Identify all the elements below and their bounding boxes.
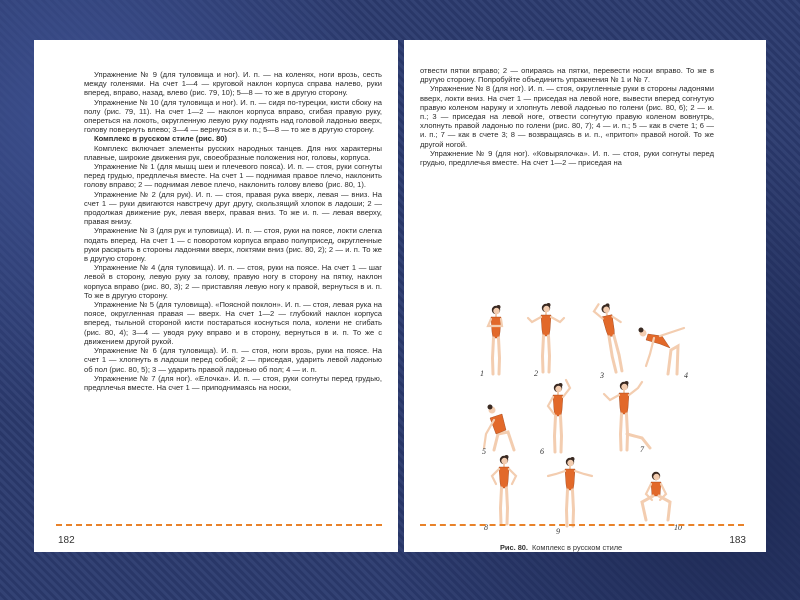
figure-6 [548, 380, 570, 452]
figure-3 [593, 301, 631, 374]
figure-2 [528, 303, 564, 372]
figure-10 [642, 472, 670, 520]
paragraph: Упражнение № 4 (для туловища). И. п. — стоя, руки на поясе. На счет 1 — шаг левой в сторону, левую руку за голову, правую ногу в сторону на пятку, наклон корпуса вправо (рис. 80, 3); 2 — приставляя левую ногу к правой, вернуться в и. п. То же в другую сторону. [84, 263, 382, 300]
figure-label: 6 [540, 447, 544, 456]
caption-number: Рис. 80. [500, 543, 528, 552]
paragraph: Упражнение № 8 (для ног). И. п. — стоя, округленные руки в стороны ладонями вверх, локти вниз. На счет 1 — приседая на левой ноге, вывести вперед согнутую правую коленом наружу и хлопнуть левой ладонью по голени (рис. 80, 6); 2 — и. п.; 3 — приседая на левой ноге, отвести согнутую правую коленом вовнутрь, хлопнуть правой ладонью по голени (рис. 80, 7); 4 — и. п.; 5 — как в счете 1; 6 — и. п.; 7 — как в счете 3; 8 — возвращаясь в и. п., «притоп» правой ногой. То же другой ногой. [420, 84, 714, 149]
exercise-figures-illustration [474, 280, 744, 540]
section-heading: Комплекс в русском стиле (рис. 80) [94, 134, 228, 144]
footer-divider [420, 524, 744, 526]
figure-label: 4 [684, 371, 688, 380]
paragraph: Упражнение № 7 (для ног). «Елочка». И. п. — стоя, руки согнуты перед грудью, предплечья вместе. На счет 1 — приподнимаясь на носки, [84, 373, 382, 392]
figure-caption [500, 543, 622, 552]
right-page-text [420, 66, 714, 167]
figure-label: 3 [600, 371, 604, 380]
footer-divider [56, 524, 382, 526]
paragraph: отвести пятки вправо; 2 — опираясь на пятки, перевести носки вправо. То же в другую сторону. Попробуйте объединить упражнения № 1 и № 7. [420, 66, 714, 85]
figure-label: 7 [640, 445, 644, 454]
right-page [404, 40, 766, 552]
paragraph: Упражнение № 6 (для туловища). И. п. — стоя, ноги врозь, руки на поясе. На счет 1 — хлопнуть в ладоши перед собой; 2 — приседая, ударить левой ладонью об пол (рис. 80, 5); 3 — ударить правой ладонью об пол; 4 — и. п. [84, 346, 382, 374]
figure-label: 8 [484, 523, 488, 532]
figure-label: 10 [674, 523, 682, 532]
figure-4 [639, 328, 685, 375]
page-number: 183 [729, 535, 746, 546]
left-page-text [84, 70, 382, 392]
paragraph: Упражнение № 3 (для рук и туловища). И. п. — стоя, руки на поясе, локти слегка подать вперед. На счет 1 — с поворотом корпуса вправо полуприсед, округленные руки раскрыть в стороны ладонями вверх, локтями вниз (рис. 80, 2); 2 — и. п. То же в другую сторону. [84, 226, 382, 264]
caption-text: Комплекс в русском стиле [531, 543, 623, 552]
figure-7 [604, 381, 650, 450]
paragraph: Упражнение № 5 (для туловища). «Поясной поклон». И. п. — стоя, левая рука на поясе, округленная правая — вверх. На счет 1—2 — глубокий наклон корпуса вперед, тыльной стороной кисти постараться коснуться пола, колени не сгибать (рис. 80, 4); 3—4 — уводя руку вправо и в сторону, вернуться в и. п. То же с движением другой рукой. [84, 300, 382, 346]
paragraph: Упражнение № 1 (для мышц шеи и плечевого пояса). И. п. — стоя, руки согнуты перед грудью, предплечья вместе. На счет 1 — поднимая правое плечо, наклонить голову вправо; 2 — поднимая левое плечо, наклонить голову влево (рис. 80, 1). [84, 162, 382, 190]
figure-label: 2 [534, 369, 538, 378]
figure-9 [548, 457, 592, 526]
paragraph: Упражнение № 10 (для туловища и ног). И. п. — сидя по-турецки, кисти сбоку на полу (рис. 79, 11). На счет 1—2 — наклон корпуса вправо, сгибая правую руку, опереться на локоть, округленную левую руку поднять над головой ладонью вверх, голову повернуть влево; 3—4 — вернуться в и. п.; 5—8 — то же в другую сторону. [84, 97, 382, 135]
figure-5 [484, 405, 514, 451]
figure-1 [488, 305, 502, 374]
page-number: 182 [58, 535, 75, 546]
left-page [34, 40, 398, 552]
paragraph: Упражнение № 2 (для рук). И. п. — стоя, правая рука вверх, левая — вниз. На счет 1 — руки двигаются навстречу друг другу, скользящий хлопок в ладоши; 2 — продолжая движение рук, левая вверх, правая вниз. То же и. п. — левая вверху, правая внизу. [84, 189, 382, 227]
paragraph: Комплекс включает элементы русских народных танцев. Для них характерны плавные, широкие движения рук, своеобразные положения ног, головы, корпуса. [84, 143, 382, 162]
figure-8 [492, 455, 516, 524]
figure-label: 1 [480, 369, 484, 378]
figure-label: 9 [556, 527, 560, 536]
paragraph: Упражнение № 9 (для туловища и ног). И. п. — на коленях, ноги врозь, сесть между голенями. На счет 1—4 — круговой наклон корпуса справа налево, руки вперед, вправо, назад, влево (рис. 79, 10); 5—8 — то же в другую сторону. [84, 70, 382, 98]
paragraph: Упражнение № 9 (для ног). «Ковырялочка». И. п. — стоя, руки согнуты перед грудью, предплечья вместе. На счет 1—2 — приседая на [420, 148, 714, 168]
figure-label: 5 [482, 447, 486, 456]
